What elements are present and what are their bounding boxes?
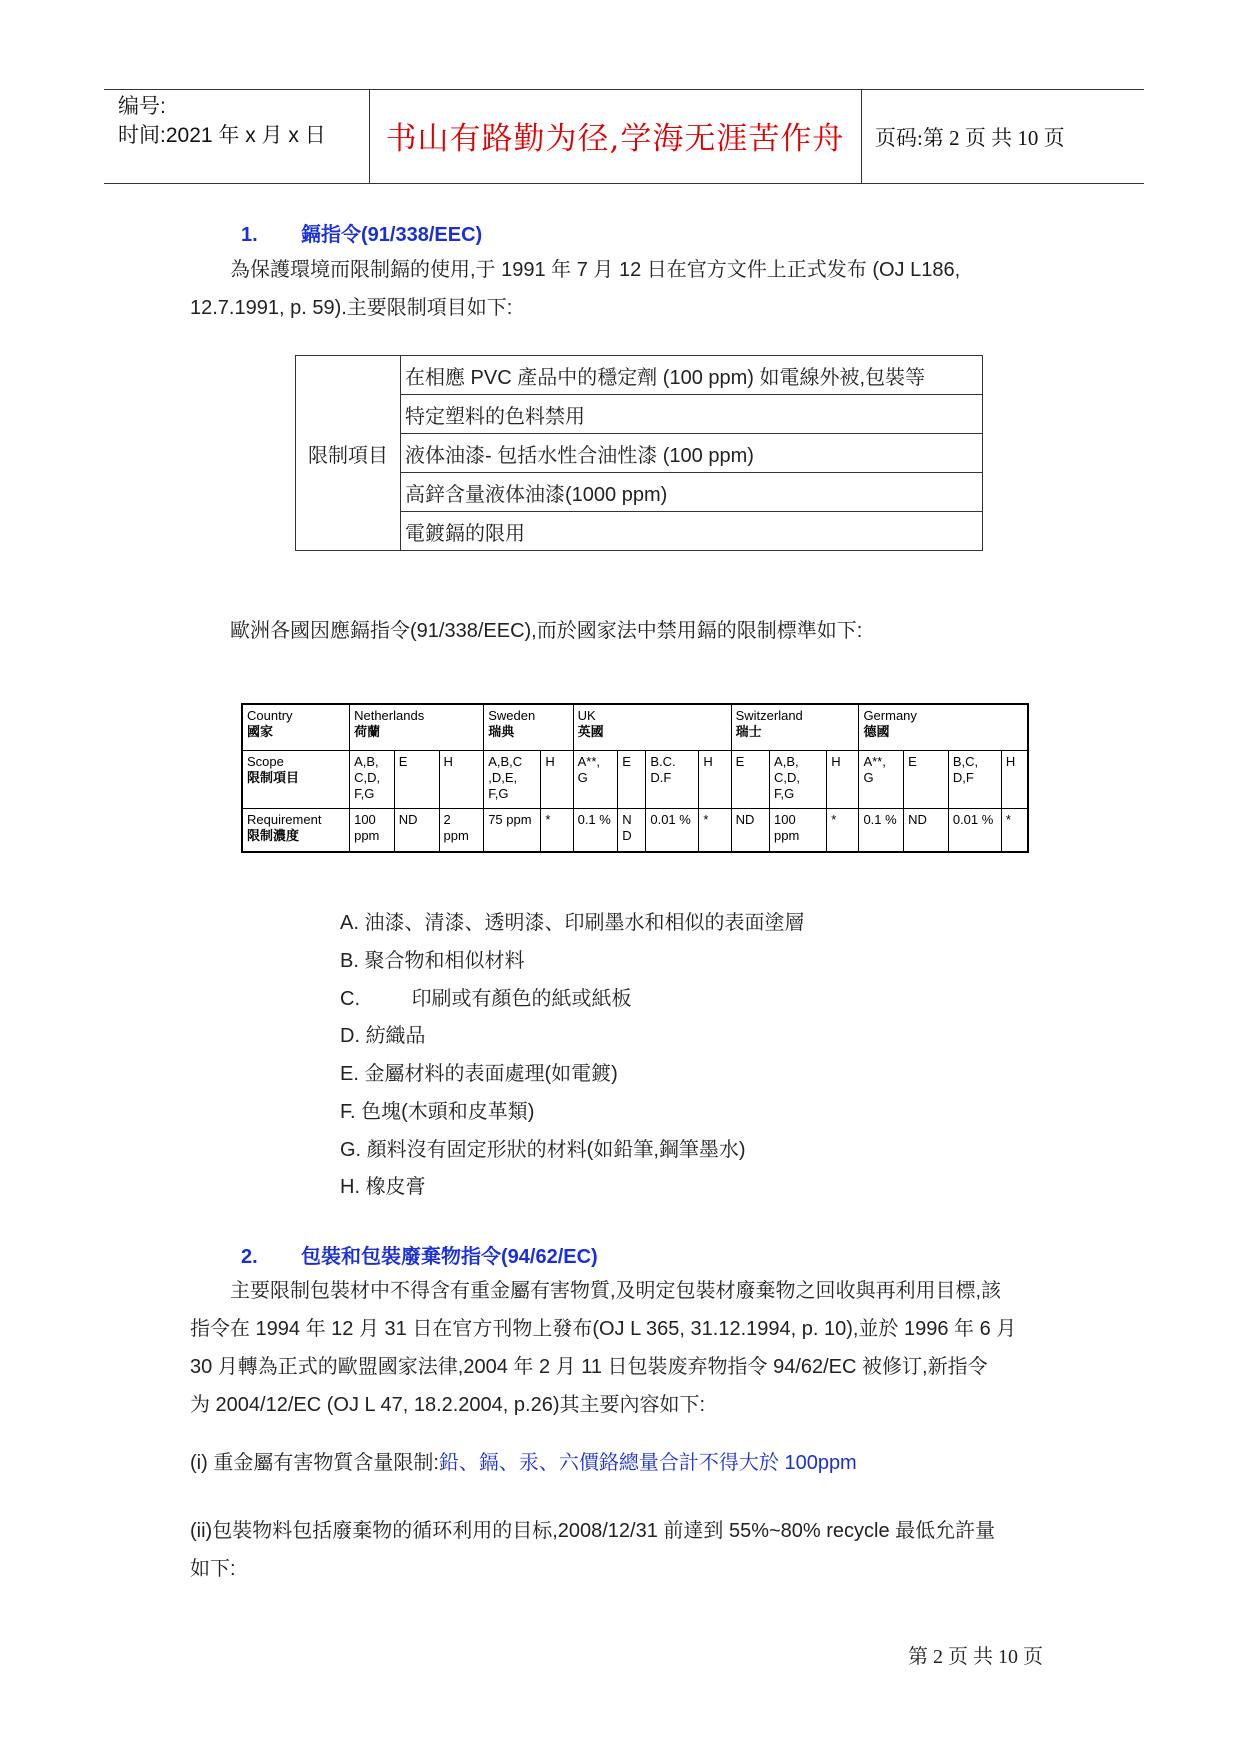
requirement-cell: 0.1 %: [573, 808, 618, 852]
section2-para-line: 30 月轉為正式的歐盟國家法律,2004 年 2 月 11 日包裝废弃物指令 94/62/EC 被修订,新指令: [190, 1356, 988, 1378]
section2-paragraph: [190, 1272, 1065, 1424]
requirement-cell: ND: [904, 808, 949, 852]
country-zh: 瑞典: [488, 724, 515, 739]
table-row: [296, 356, 983, 395]
scope-cell: A**, G: [573, 750, 618, 808]
section1-paragraph2: 歐洲各國因應鎘指令(91/338/EEC),而於國家法中禁用鎘的限制標準如下:: [230, 620, 863, 642]
scope-cell: H: [439, 750, 484, 808]
section2-para-line: 指令在 1994 年 12 月 31 日在官方刊物上發布(OJ L 365, 31.12.1994, p. 10),並於 1996 年 6 月: [190, 1318, 1017, 1340]
table-row: [242, 704, 1028, 750]
list-letter: D.: [340, 1025, 360, 1047]
footer-page-label: 第 2 页 共 10 页: [908, 1646, 1043, 1668]
requirement-cell: 100 ppm: [770, 808, 827, 852]
list-item: [340, 982, 632, 1011]
list-item: [340, 1057, 618, 1086]
requirement-cell: N D: [618, 808, 646, 852]
requirement-cell: 2 ppm: [439, 808, 484, 852]
table-row: [242, 750, 1028, 808]
requirement-cell: ND: [394, 808, 439, 852]
country-zh: 德國: [863, 724, 890, 739]
restriction-item: 特定塑料的色料禁用: [401, 395, 983, 434]
country-en: UK: [577, 708, 596, 723]
section2-para-line: 主要限制包裝材中不得含有重金屬有害物質,及明定包裝材廢棄物之回收與再利用目標,該: [230, 1280, 1002, 1302]
list-text: 聚合物和相似材料: [364, 950, 525, 972]
country-en: Germany: [863, 708, 917, 723]
scope-cell: A,B, C,D, F,G: [770, 750, 827, 808]
requirement-cell: 100 ppm: [350, 808, 395, 852]
row-label-zh: 限制濃度: [247, 827, 300, 843]
row-label-en: Requirement: [247, 811, 322, 827]
scope-cell: E: [904, 750, 949, 808]
country-en: Switzerland: [735, 708, 803, 723]
restriction-item: 液体油漆- 包括水性合油性漆 (100 ppm): [401, 434, 983, 473]
requirement-cell: *: [1001, 808, 1028, 852]
country-zh: 荷蘭: [354, 724, 381, 739]
row-label-zh: 國家: [247, 724, 274, 739]
section2-item-i: [190, 1444, 857, 1482]
section1-heading: [241, 218, 482, 247]
section1-paragraph: [190, 251, 1065, 327]
section1-para-line2: 12.7.1991, p. 59).主要限制項目如下:: [190, 297, 513, 319]
restriction-items-header: 限制項目: [296, 356, 401, 551]
scope-cell: H: [827, 750, 859, 808]
scope-cell: A**, G: [859, 750, 904, 808]
row-label-en: Country: [247, 708, 293, 723]
country-zh: 瑞士: [735, 724, 762, 739]
restriction-item: 電鍍鎘的限用: [401, 512, 983, 551]
scope-cell: E: [618, 750, 646, 808]
header-motto: 书山有路勤为径,学海无涯苦作舟: [385, 121, 845, 157]
header-bottom-rule: [104, 183, 1144, 184]
item-i-prefix: (i) 重金屬有害物質含量限制:: [190, 1452, 439, 1474]
scope-cell: E: [394, 750, 439, 808]
country-en: Netherlands: [354, 708, 425, 723]
requirement-cell: ND: [731, 808, 769, 852]
country-cell: [350, 704, 484, 750]
item-ii-line1: (ii)包裝物料包括廢棄物的循环利用的目标,2008/12/31 前達到 55%~80% recycle 最低允許量: [190, 1520, 996, 1542]
list-item: [340, 906, 804, 935]
list-letter: F.: [340, 1101, 356, 1123]
section2-heading: [241, 1240, 598, 1269]
country-cell: [484, 704, 573, 750]
scope-cell: E: [731, 750, 769, 808]
scope-cell: B,C, D,F: [948, 750, 1001, 808]
section1-title: 鎘指令(91/338/EEC): [301, 224, 483, 246]
list-text: 金屬材料的表面處理(如電鍍): [364, 1063, 618, 1085]
requirement-cell: 75 ppm: [484, 808, 541, 852]
requirement-cell: 0.1 %: [859, 808, 904, 852]
list-item: [340, 1019, 426, 1048]
scope-cell: H: [699, 750, 731, 808]
scope-cell: H: [1001, 750, 1028, 808]
item-ii-line2: 如下:: [190, 1558, 236, 1580]
list-letter: B.: [340, 950, 359, 972]
list-text: 顏料沒有固定形狀的材料(如鉛筆,鋼筆墨水): [366, 1139, 746, 1161]
requirement-cell: *: [827, 808, 859, 852]
restriction-items-table: [295, 355, 983, 551]
header-divider-right: [861, 89, 862, 183]
list-letter: G.: [340, 1139, 362, 1161]
list-text: 油漆、清漆、透明漆、印刷墨水和相似的表面塗層: [364, 912, 805, 934]
list-letter: A.: [340, 912, 359, 934]
scope-cell: A,B,C ,D,E, F,G: [484, 750, 541, 808]
row-label-zh: 限制項目: [247, 769, 300, 785]
section2-number: 2.: [241, 1246, 258, 1268]
scope-cell: H: [541, 750, 573, 808]
country-cell: [573, 704, 731, 750]
country-en: Sweden: [488, 708, 536, 723]
row-label-scope: [242, 750, 350, 808]
list-item: [340, 1095, 534, 1124]
row-label-en: Scope: [247, 753, 284, 769]
list-letter: C.: [340, 988, 360, 1010]
section1-para-line1: 為保護環境而限制鎘的使用,于 1991 年 7 月 12 日在官方文件上正式发布 (OJ L186,: [230, 259, 961, 281]
header-time-label: 时间:2021 年 x 月 x 日: [118, 124, 326, 147]
requirement-cell: 0.01 %: [646, 808, 699, 852]
country-zh: 英國: [577, 724, 604, 739]
header-meta: [118, 92, 326, 150]
scope-cell: B.C. D.F: [646, 750, 699, 808]
row-label-country: [242, 704, 350, 750]
section2-title: 包裝和包裝廢棄物指令(94/62/EC): [301, 1246, 598, 1268]
table-row: [242, 808, 1028, 852]
header-top-rule: [104, 89, 1144, 90]
section2-item-ii: [190, 1512, 1065, 1588]
list-text: 印刷或有顏色的紙或紙板: [411, 988, 632, 1010]
restriction-item: 高鋅含量液体油漆(1000 ppm): [401, 473, 983, 512]
item-i-highlight: 鉛、鎘、汞、六價鉻總量合計不得大於 100ppm: [438, 1452, 857, 1474]
country-cell: [731, 704, 859, 750]
requirement-cell: *: [699, 808, 731, 852]
row-label-requirement: [242, 808, 350, 852]
list-item: [340, 1133, 746, 1162]
country-limits-table: [241, 703, 1029, 853]
header-page-label: 页码:第 2 页 共 10 页: [875, 126, 1065, 150]
list-text: 色塊(木頭和皮革類): [361, 1101, 535, 1123]
list-letter: E.: [340, 1063, 359, 1085]
restriction-item: 在相應 PVC 產品中的穩定劑 (100 ppm) 如電線外被,包裝等: [401, 356, 983, 395]
list-text: 紡織品: [365, 1025, 426, 1047]
country-cell: [859, 704, 1028, 750]
requirement-cell: 0.01 %: [948, 808, 1001, 852]
list-item: [340, 1170, 426, 1199]
list-item: [340, 944, 524, 973]
list-letter: H.: [340, 1176, 360, 1198]
section1-number: 1.: [241, 224, 258, 246]
section2-para-line: 为 2004/12/EC (OJ L 47, 18.2.2004, p.26)其主要內容如下:: [190, 1394, 706, 1416]
header-number-label: 编号:: [118, 95, 166, 118]
list-text: 橡皮膏: [365, 1176, 426, 1198]
scope-cell: A,B, C,D, F,G: [350, 750, 395, 808]
requirement-cell: *: [541, 808, 573, 852]
